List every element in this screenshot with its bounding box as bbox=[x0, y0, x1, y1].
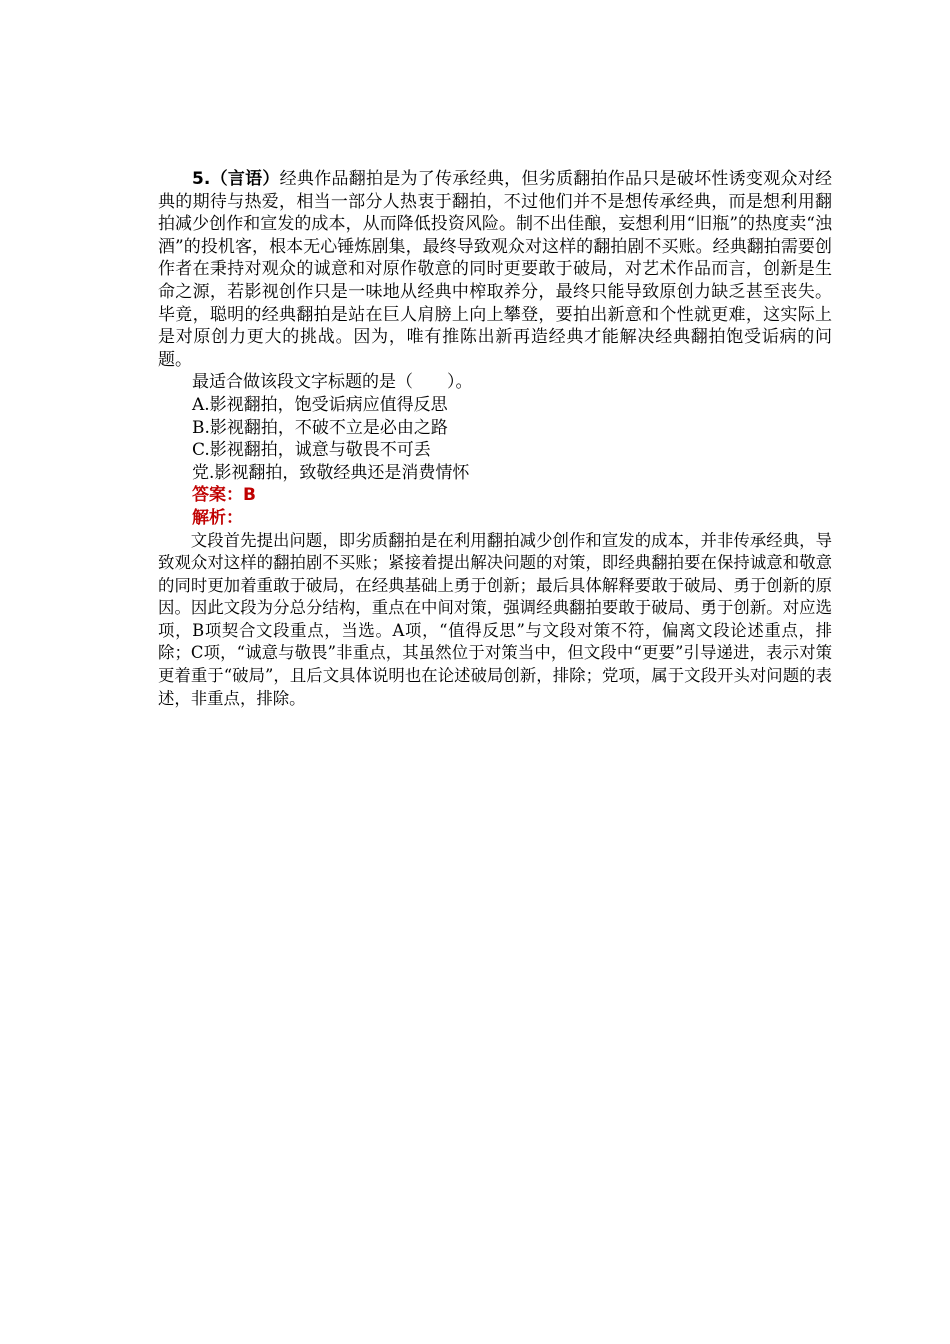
question-passage: 经典作品翻拍是为了传承经典，但劣质翻拍作品只是破坏性诱变观众对经典的期待与热爱，相当一部分人热衷于翻拍，不过他们并不是想传承经典，而是想利用翻拍减少创作和宣发的成本，从而降低投资风险。制不出佳酿，妄想利用“旧瓶”的热度卖“浊酒”的投机客，根本无心锤炼剧集，最终导致观众对这样的翻拍剧不买账。经典翻拍需要创作者在秉持对观众的诚意和对原作敬意的同时更要敢于破局，对艺术作品而言，创新是生命之源，若影视创作只是一味地从经典中榨取养分，最终只能导致原创力缺乏甚至丧失。毕竟，聪明的经典翻拍是站在巨人肩膀上向上攀登，要拍出新意和个性就更难，这实际上是对原创力更大的挑战。因为，唯有推陈出新再造经典才能解决经典翻拍饱受诟病的问题。 bbox=[158, 169, 833, 370]
option-b: B.影视翻拍，不破不立是必由之路 bbox=[192, 417, 448, 438]
option-c: C.影视翻拍，诚意与敬畏不可丢 bbox=[192, 440, 431, 461]
question-prompt: 最适合做该段文字标题的是（ ）。 bbox=[192, 372, 473, 393]
analysis-text: 文段首先提出问题，即劣质翻拍是在利用翻拍减少创作和宣发的成本，并非传承经典，导致观众对这样的翻拍剧不买账；紧接着提出解决问题的对策，即经典翻拍要在保持诚意和敬意的同时更加着重敢于破局，在经典基础上勇于创新；最后具体解释要敢于破局、勇于创新的原因。因此文段为分总分结构，重点在中间对策，强调经典翻拍要敢于破局、勇于创新。对应选项，B项契合文段重点，当选。A项，“值得反思”与文段对策不符，偏离文段论述重点，排除；C项，“诚意与敬畏”非重点，其虽然位于对策当中，但文段中“更要”引导递进，表示对策更着重于“破局”，且后文具体说明也在论述破局创新，排除；党项，属于文段开头对问题的表述，非重点，排除。 bbox=[158, 530, 832, 708]
question-passage-paragraph bbox=[158, 168, 832, 371]
option-a: A.影视翻拍，饱受诟病应值得反思 bbox=[192, 394, 448, 415]
analysis-label: 解析： bbox=[192, 507, 243, 528]
question-number: 5. bbox=[192, 169, 211, 189]
option-d: 党.影视翻拍，致敬经典还是消费情怀 bbox=[192, 462, 470, 483]
question-tag: （言语） bbox=[210, 169, 280, 189]
question-document bbox=[158, 168, 832, 710]
answer-label: 答案：B bbox=[192, 485, 256, 506]
